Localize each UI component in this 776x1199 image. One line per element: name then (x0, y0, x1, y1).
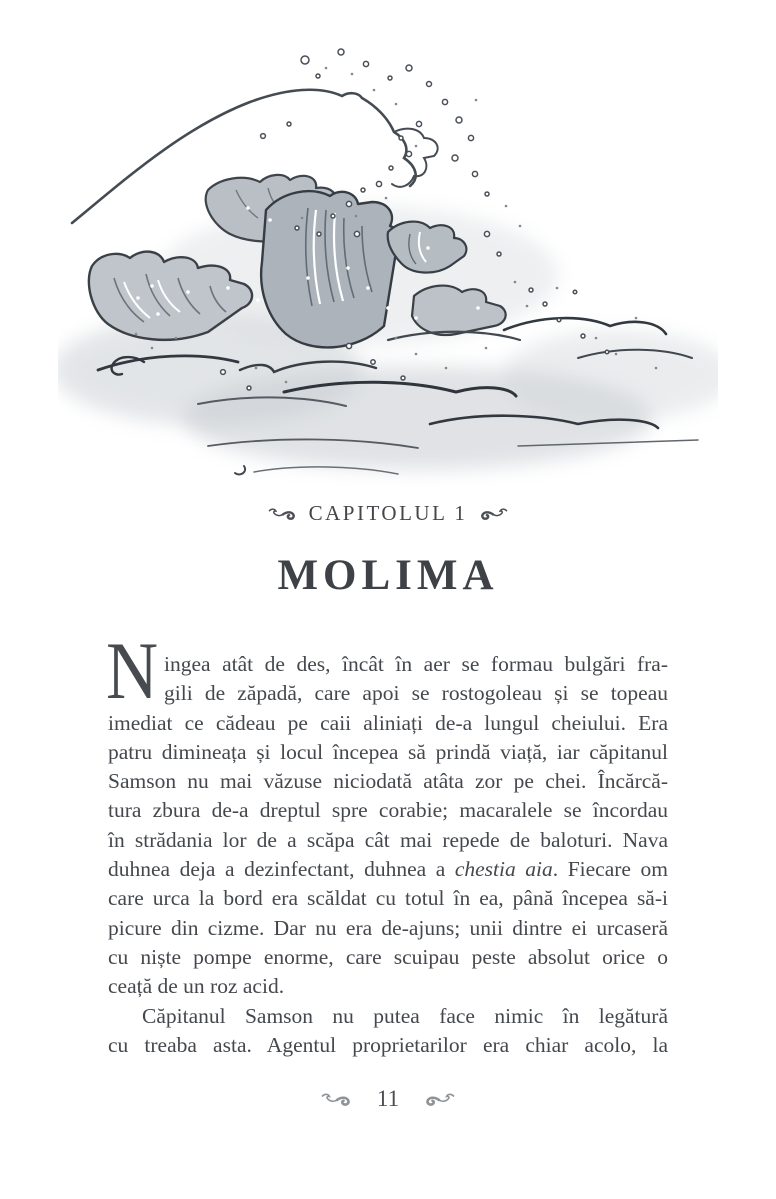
body-line: cu niște pompe enorme, care scuipau peste absolut orice o (108, 944, 668, 969)
body-line: ingea atât de des, încât în aer se formau bulgări fra- (164, 652, 668, 676)
wave-illustration (58, 40, 718, 485)
footer-flourish-left-icon (321, 1091, 351, 1107)
body-line: gili de zăpadă, care apoi se rostogoleau și se topeau (164, 681, 668, 706)
body-line: picure din cizme. Dar nu era de-ajuns; unii dintre ei urcaseră (108, 915, 668, 940)
body-line: în strădania lor de a scăpa cât mai repede de baloturi. Nava (108, 827, 668, 852)
body-text (106, 625, 668, 1060)
chapter-heading (0, 501, 776, 525)
body-line: care urca la bord era scăldat cu totul în ea, până începea să-i (108, 886, 668, 911)
body-line: cu treaba asta. Agentul proprietarilor era chiar acolo, la (108, 1032, 668, 1057)
paragraphs (108, 650, 668, 1060)
body-line: tura zbura de-a dreptul spre corabie; macaralele se încordau (108, 798, 668, 823)
drop-cap: N (106, 625, 159, 716)
footer-flourish-right-icon (425, 1091, 455, 1107)
flourish-right-icon (480, 506, 508, 521)
flourish-left-icon (268, 506, 296, 521)
chapter-label: CAPITOLUL 1 (308, 501, 468, 525)
chapter-title: MOLIMA (277, 552, 499, 599)
page-number: 11 (376, 1086, 400, 1111)
body-line: ceață de un roz acid. (108, 974, 285, 999)
body-line: Samson nu mai văzuse niciodată atâta zor pe chei. Încărcă- (108, 769, 668, 794)
body-line: patru dimineața și locul începea să prindă viață, iar căpitanul (108, 739, 668, 764)
page-footer (0, 1086, 776, 1112)
body-line: duhnea deja a dezinfectant, duhnea a chestia aia. Fiecare om (108, 857, 668, 882)
body-line: Căpitanul Samson nu putea face nimic în legătură (142, 1003, 668, 1028)
body-line: imediat ce cădeau pe caii aliniați de-a lungul cheiului. Era (108, 710, 668, 735)
